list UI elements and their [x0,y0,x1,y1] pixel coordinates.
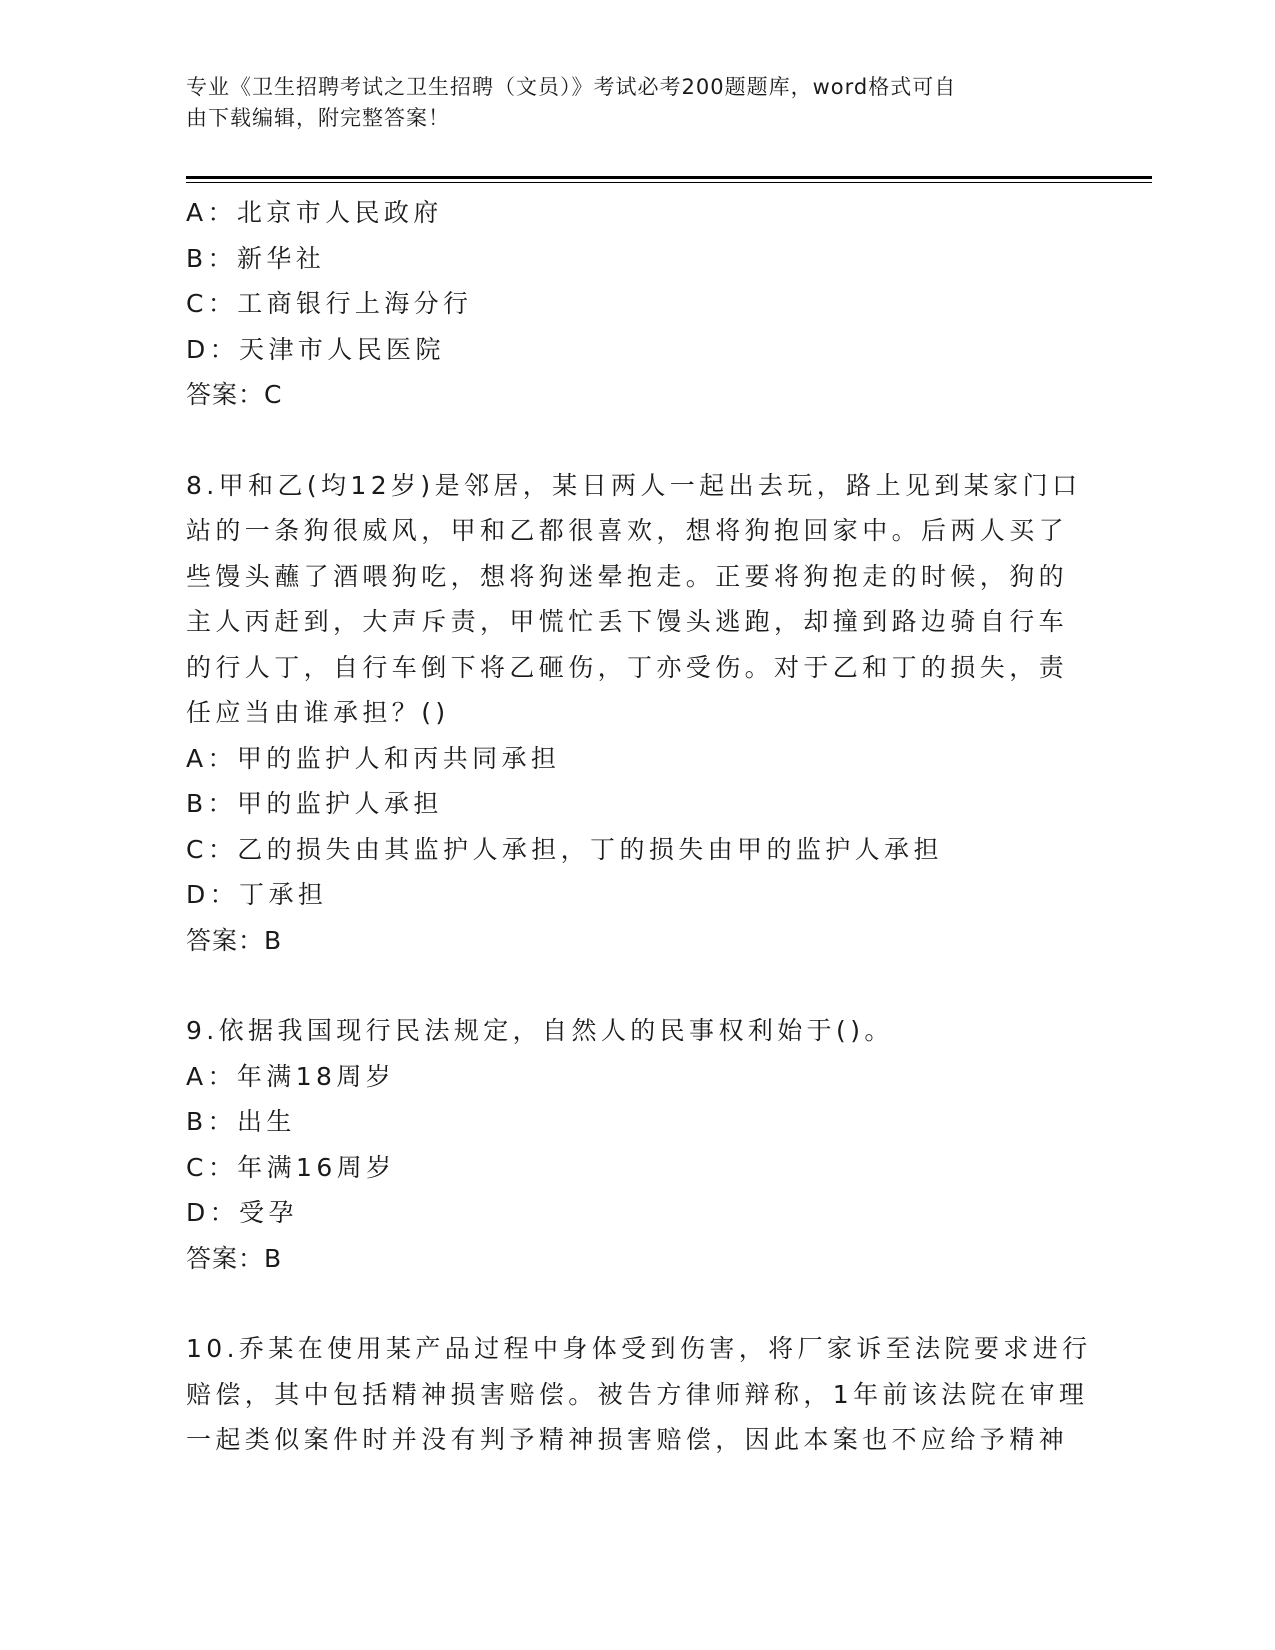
question-text-line: 主人丙赶到，大声斥责，甲慌忙丢下馒头逃跑，却撞到路边骑自行车 [186,607,1069,636]
question-spacer [186,1281,1086,1326]
option-c: C：乙的损失由其监护人承担，丁的损失由甲的监护人承担 [186,834,943,864]
question-9 [186,1008,1086,1281]
question-10 [186,1326,1092,1463]
option-b: B：新华社 [186,243,326,273]
option-a: A：甲的监护人和丙共同承担 [186,743,561,773]
document-header [186,72,1066,134]
option-a: A：年满18周岁 [186,1061,396,1091]
option-d: D：天津市人民医院 [186,334,445,364]
option-b: B：出生 [186,1107,296,1136]
question-text-line: 些馒头蘸了酒喂狗吃，想将狗迷晕抱走。正要将狗抱走的时候，狗的 [186,561,1069,591]
header-line-2: 由下载编辑，附完整答案！ [186,106,450,130]
question-7-tail [186,190,1086,418]
question-text-line: 一起类似案件时并没有判予精神损害赔偿，因此本案也不应给予精神 [186,1425,1069,1454]
header-line-1: 专业《卫生招聘考试之卫生招聘（文员）》考试必考200题题库，word格式可自 [186,75,957,99]
question-text-line: 9.依据我国现行民法规定，自然人的民事权利始于()。 [186,1016,894,1045]
question-text [186,1008,1086,1054]
question-text-line: 8.甲和乙(均12岁)是邻居，某日两人一起出去玩，路上见到某家门口 [186,470,1082,500]
question-text-line: 任应当由谁承担？() [186,698,450,727]
option-d: D：丁承担 [186,880,328,909]
option-b: B：甲的监护人承担 [186,789,443,818]
header-rule-thin [186,182,1152,183]
question-text-line: 10.乔某在使用某产品过程中身体受到伤害，将厂家诉至法院要求进行 [186,1334,1092,1363]
question-text [186,463,1086,736]
document-body [186,190,1092,1463]
question-text [186,1326,1092,1463]
question-text-line: 赔偿，其中包括精神损害赔偿。被告方律师辩称，1年前该法院在审理 [186,1379,1089,1409]
question-text-line: 的行人丁，自行车倒下将乙砸伤，丁亦受伤。对于乙和丁的损失，责 [186,652,1069,682]
question-text-line: 站的一条狗很威风，甲和乙都很喜欢，想将狗抱回家中。后两人买了 [186,516,1069,545]
answer-line: 答案：B [186,1243,283,1273]
answer-line: 答案：B [186,925,283,955]
option-d: D：受孕 [186,1198,298,1227]
option-a: A：北京市人民政府 [186,198,443,227]
header-rule-thick [186,176,1152,179]
question-8 [186,463,1086,964]
option-c: C：年满16周岁 [186,1152,396,1182]
answer-line: 答案：C [186,380,283,409]
question-spacer [186,963,1086,1008]
question-spacer [186,418,1086,463]
option-c: C：工商银行上海分行 [186,289,473,318]
